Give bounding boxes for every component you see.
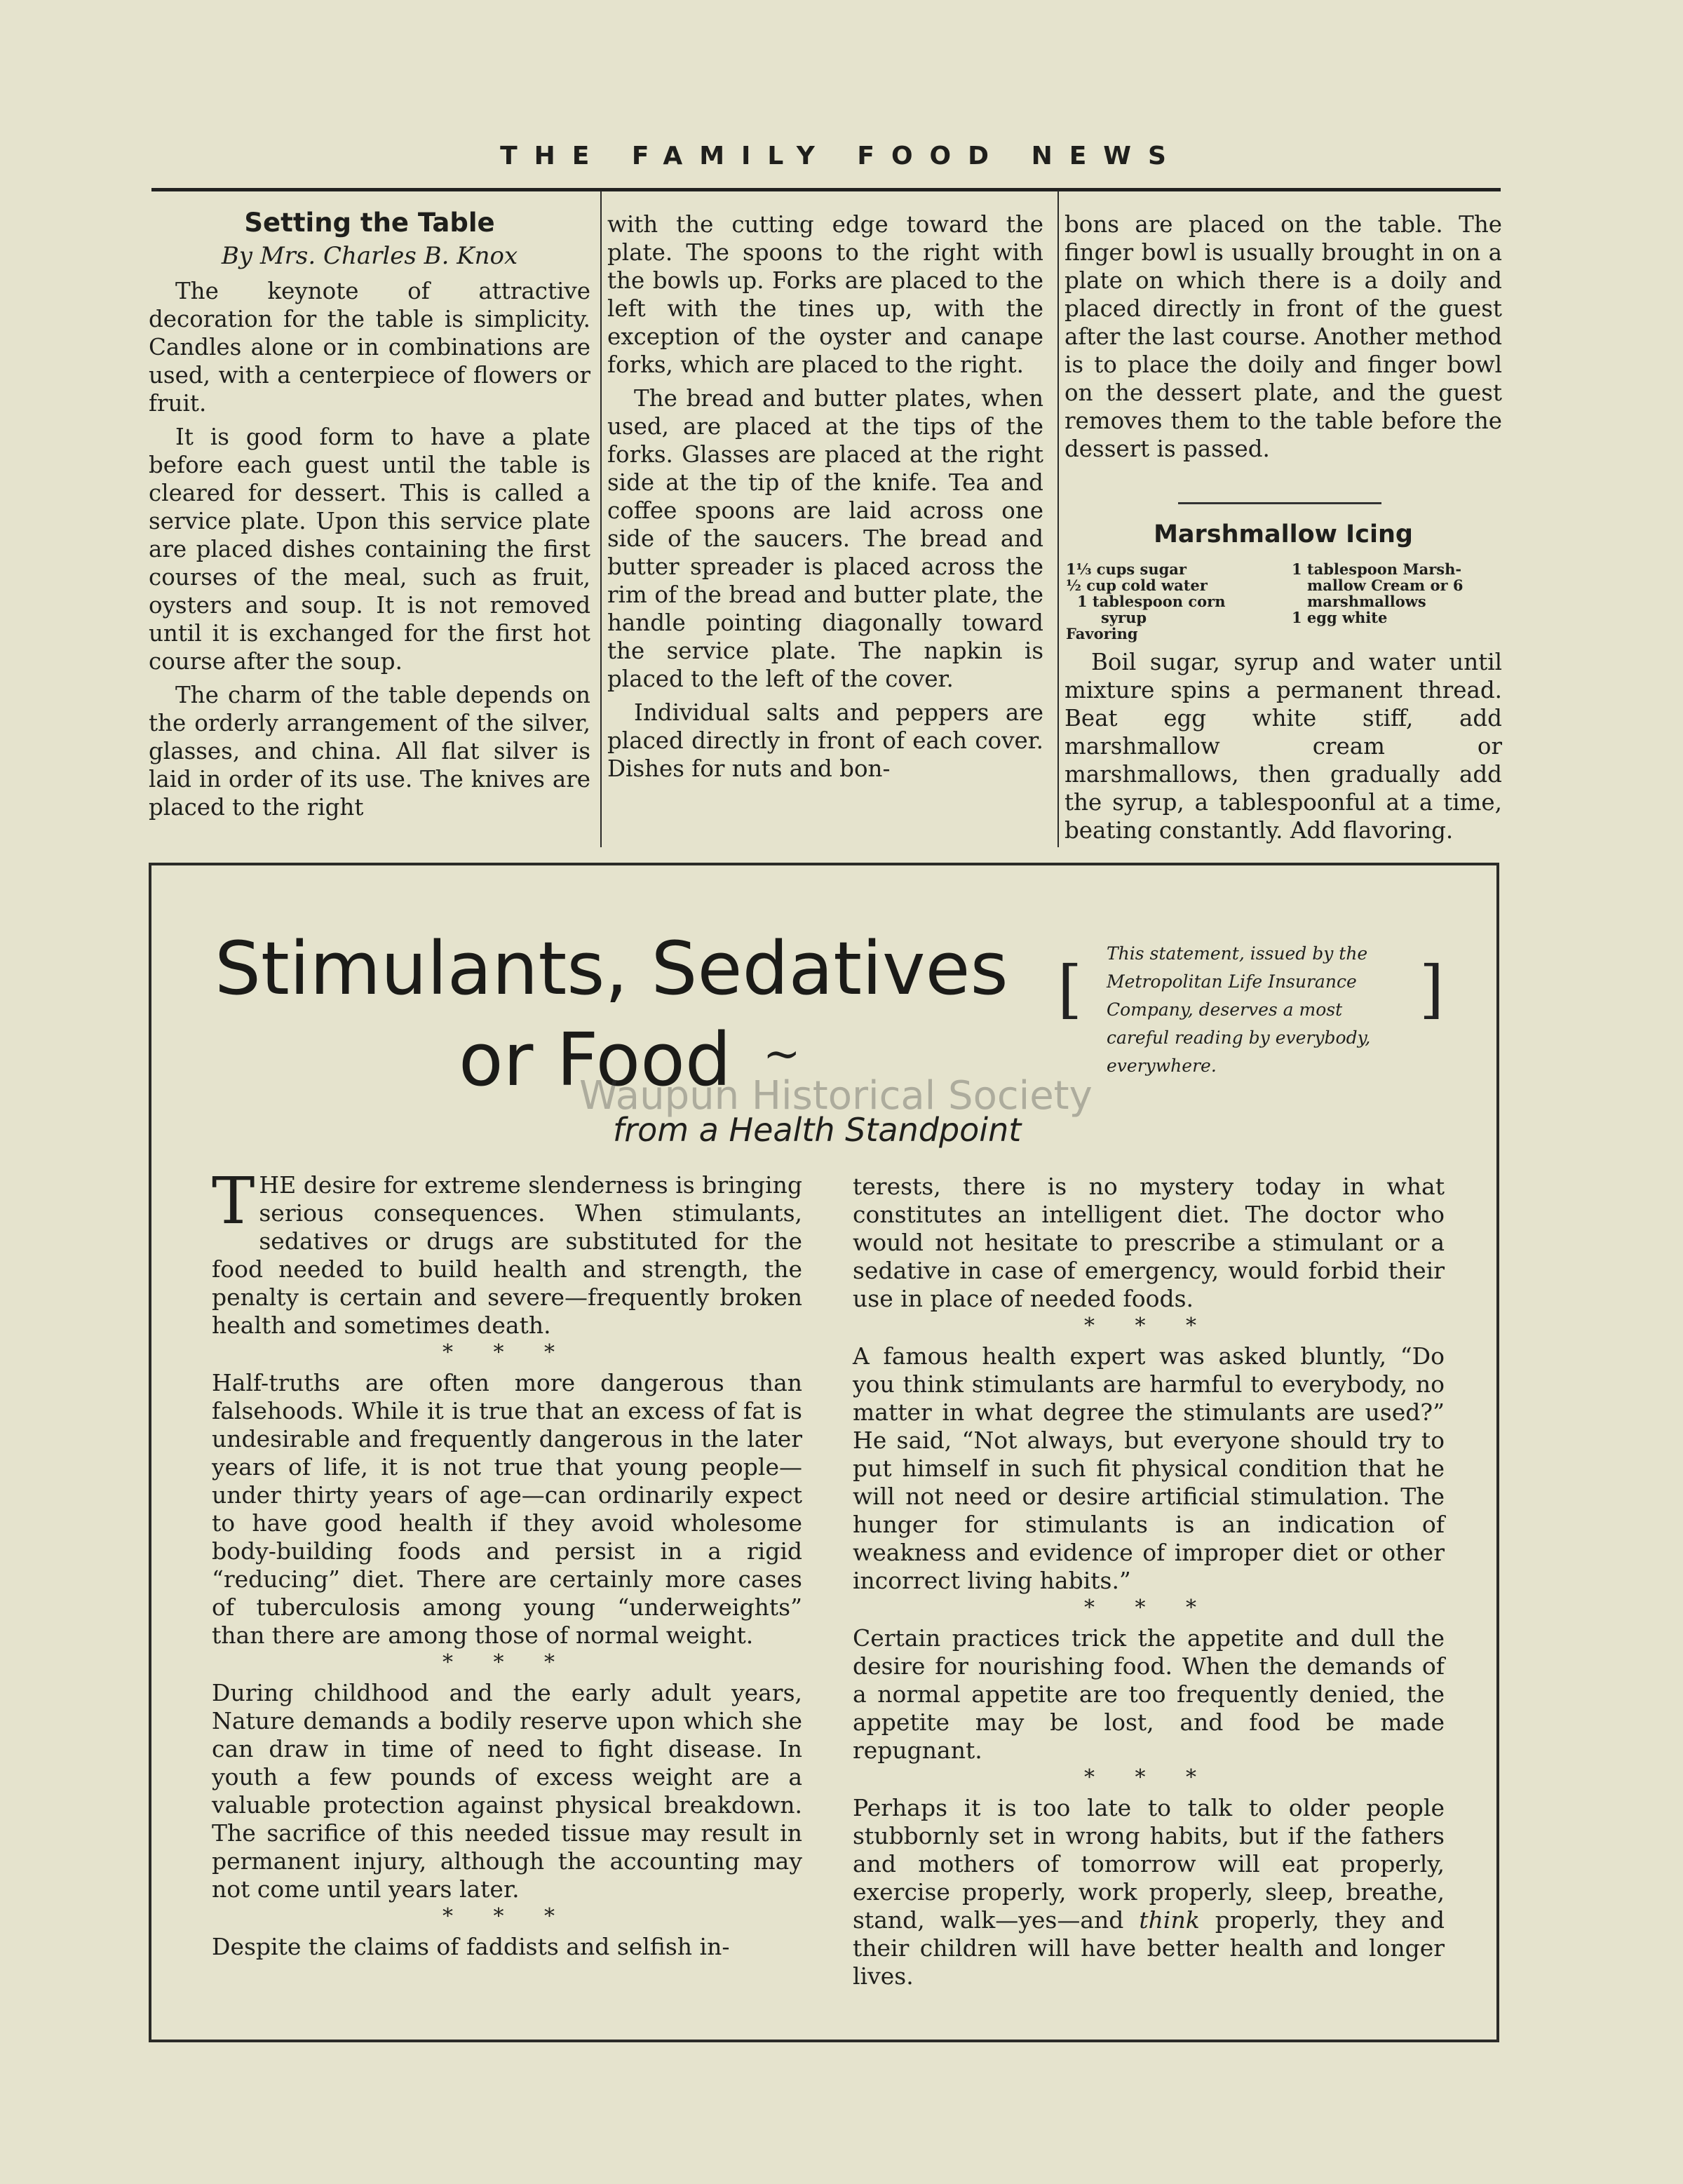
paragraph: The charm of the table depends on the orderly arrangement of the silver, glasses, and china. All flat silver is laid in order of its use. The knives are placed to the right	[149, 682, 590, 821]
icing-ingredients-right	[1292, 561, 1502, 626]
paragraph: with the cutting edge toward the plate. The spoons to the right with the bowls up. Forks are placed to the left with the tines up, with the exception of the oyster and canape forks, which are placed to the right.	[607, 211, 1043, 378]
emphasis-text: think	[1139, 1906, 1200, 1934]
flourish-icon: ~	[763, 1028, 801, 1080]
section-stars: * * *	[1083, 1314, 1214, 1338]
icing-directions-block	[1064, 648, 1502, 844]
article-right-column	[853, 1173, 1445, 1990]
feature-title-line-2: or Food	[459, 1017, 731, 1103]
paragraph: Despite the claims of faddists and selfish in-	[212, 1933, 730, 1960]
section-stars: * * *	[1083, 1765, 1214, 1790]
right-bracket-icon: ]	[1419, 952, 1445, 1026]
masthead: THE FAMILY FOOD NEWS	[500, 142, 1183, 170]
setting-table-title: Setting the Table	[244, 208, 495, 238]
masthead-rule	[151, 188, 1501, 191]
ingredient: marshmallows	[1307, 593, 1426, 610]
paragraph-text: properly, they and their children will have better health and longer lives.	[853, 1906, 1445, 1990]
paragraph: bons are placed on the table. The finger bowl is usually brought in on a plate on which there is a doily and placed directly in front of the guest after the last course. Another method is to place the doily and finger bowl on the dessert plate, and the guest removes them to the table before the dessert is passed.	[1064, 211, 1502, 462]
feature-subtitle: from a Health Standpoint	[613, 1111, 1022, 1149]
paragraph-text: HE desire for extreme slenderness is bringing serious consequences. When stimulants, sedatives or drugs are substituted for the food needed to build health and strength, the penalty is certain and severe—frequently broken health and sometimes death.	[212, 1171, 802, 1339]
ingredient: 1⅓ cups sugar	[1066, 560, 1187, 578]
drop-cap: T	[212, 1164, 255, 1239]
section-stars: * * *	[442, 1904, 572, 1929]
paragraph: Half-truths are often more dangerous than falsehoods. While it is true that an excess of fat is undesirable and frequently dangerous in the later years of life, it is not true that young people—under thirty years of age—can ordinarily expect to have good health if they avoid wholesome body-building foods and persist in a rigid “reducing” diet. There are certainly more cases of tuberculosis among young “underweights” than there are among those of normal weight.	[212, 1369, 802, 1649]
ingredient: syrup	[1101, 609, 1147, 626]
paragraph	[853, 1794, 1445, 1990]
ingredient: Favoring	[1066, 625, 1138, 642]
ingredient: ½ cup cold water	[1066, 577, 1208, 594]
paragraph: terests, there is no mystery today in what constitutes an intelligent diet. The doctor who would not hesitate to prescribe a stimulant or a sedative in case of emergency, would forbid their use in place of needed foods.	[853, 1173, 1445, 1312]
column-divider	[600, 191, 602, 847]
setting-table-column-1	[149, 208, 590, 821]
section-stars: * * *	[1083, 1596, 1214, 1620]
paragraph: The bread and butter plates, when used, are placed at the tips of the forks. Glasses are placed at the right side at the tip of the knife. Tea and coffee spoons are laid across one side of the saucers. The bread and butter spreader is placed across the rim of the bread and butter plate, the handle pointing diagonally toward the service plate. The napkin is placed to the left of the cover.	[607, 385, 1043, 692]
watermark: Waupun Historical Society	[579, 1073, 1093, 1119]
setting-table-column-3	[1064, 210, 1502, 463]
column-divider	[1057, 191, 1059, 847]
section-stars: * * *	[442, 1340, 572, 1365]
section-rule	[1178, 502, 1381, 504]
article-left-column	[212, 1164, 802, 1961]
setting-table-byline: By Mrs. Charles B. Knox	[221, 242, 518, 270]
paragraph	[212, 1164, 802, 1340]
ingredient: mallow Cream or 6	[1307, 577, 1464, 594]
icing-title: Marshmallow Icing	[1154, 520, 1413, 548]
ingredient: 1 tablespoon corn	[1077, 593, 1226, 610]
ingredient: 1 egg white	[1292, 609, 1388, 626]
paragraph: The keynote of attractive decoration for the table is simplicity. Candles alone or in combinations are used, with a centerpiece of flowers or fruit.	[149, 278, 590, 417]
paragraph: A famous health expert was asked bluntly, “Do you think stimulants are harmful to everybody, no matter in what degree the stimulants are used?” He said, “Not always, but everyone should try to put himself in such fit physical condition that he will not need or desire artificial stimulation. The hunger for stimulants is an indication of weakness and evidence of improper diet or other incorrect living habits.”	[853, 1342, 1445, 1594]
paragraph: Certain practices trick the appetite and dull the desire for nourishing food. When the demands of a normal appetite are too frequently denied, the appetite may be lost, and food be made repugnant.	[853, 1624, 1445, 1764]
left-bracket-icon: [	[1057, 952, 1083, 1026]
section-stars: * * *	[442, 1650, 572, 1675]
paragraph: During childhood and the early adult years, Nature demands a bodily reserve upon which she can draw in time of need to fight disease. In youth a few pounds of excess weight are a valuable protection against physical breakdown. The sacrifice of this needed tissue may result in permanent injury, although the accounting may not come until years later.	[212, 1679, 802, 1903]
icing-directions: Boil sugar, syrup and water until mixture spins a permanent thread. Beat egg white stiff, add marshmallow cream or marshmallows, then gradually add the syrup, a tablespoonful at a time, beating constantly. Add flavoring.	[1064, 649, 1502, 844]
paragraph: It is good form to have a plate before each guest until the table is cleared for dessert. This is called a service plate. Upon this service plate are placed dishes containing the first courses of the meal, such as fruit, oysters and soup. It is not removed until it is exchanged for the first hot course after the soup.	[149, 424, 590, 675]
paragraph: Individual salts and peppers are placed directly in front of each cover. Dishes for nuts and bon-	[607, 699, 1043, 782]
ingredient: 1 tablespoon Marsh-	[1292, 560, 1462, 578]
feature-statement: This statement, issued by the Metropolitan Life Insurance Company, deserves a most careful reading by everybody, everywhere.	[1107, 943, 1371, 1076]
feature-title-line-1: Stimulants, Sedatives	[215, 926, 1008, 1011]
paragraph-text: Perhaps it is too late to talk to older people stubbornly set in wrong habits, but if the fathers and mothers of tomorrow will eat properly, exercise properly, work properly, sleep, breathe, stand, walk—yes—and	[853, 1794, 1445, 1934]
icing-ingredients-left	[1066, 561, 1283, 642]
setting-table-column-2	[607, 210, 1043, 783]
